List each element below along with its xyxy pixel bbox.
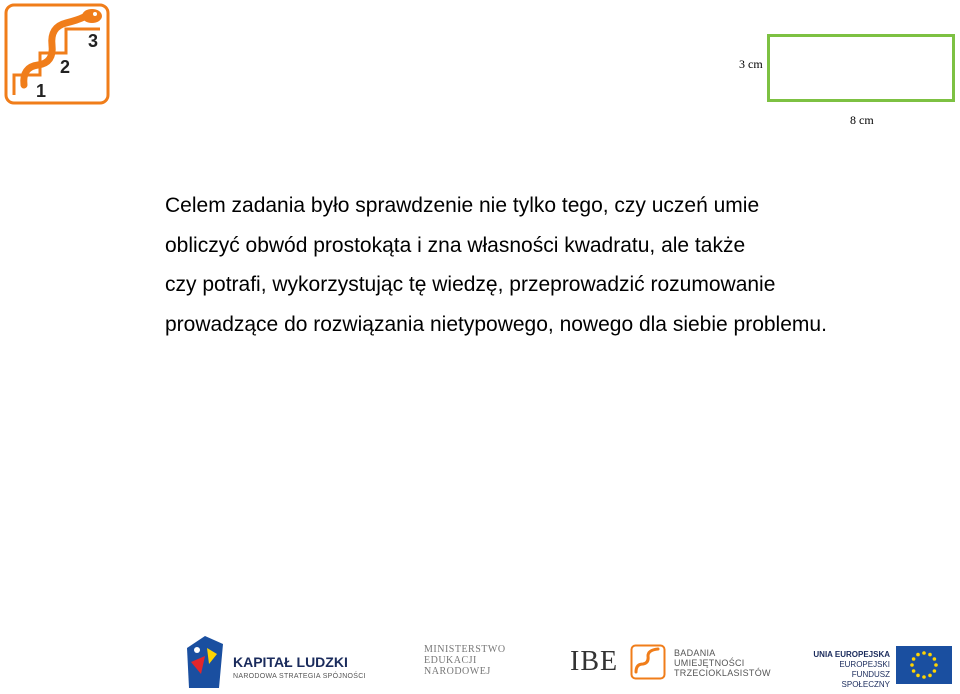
men-line: MINISTERSTWO <box>424 644 506 655</box>
eu-line: UNIA EUROPEJSKA <box>813 650 890 659</box>
text-line: obliczyć obwód prostokąta i zna własności kwadratu, ale także <box>165 233 746 257</box>
ibe-line: UMIEJĘTNOŚCI <box>674 658 745 668</box>
text-line: prowadzące do rozwiązania nietypowego, nowego dla siebie problemu. <box>165 312 827 336</box>
rectangle-height-label: 3 cm <box>739 57 763 71</box>
logo-number-1: 1 <box>36 81 47 101</box>
ibe-mark: IBE <box>570 646 619 677</box>
badania-logo-icon <box>4 3 110 105</box>
ibe-line: BADANIA <box>674 648 716 658</box>
ibe-logo <box>568 630 771 690</box>
badania-small-logo-icon <box>630 644 666 680</box>
eu-line: FUNDUSZ SPOŁECZNY <box>841 670 890 689</box>
eu-line: EUROPEJSKI <box>839 660 890 669</box>
eu-flag-icon <box>896 646 952 684</box>
men-logo <box>420 630 520 690</box>
eu-logo <box>810 630 955 690</box>
text-line: Celem zadania było sprawdzenie nie tylko tego, czy uczeń umie <box>165 194 760 217</box>
ibe-line: TRZECIOKLASISTÓW <box>674 668 771 678</box>
kapital-ludzki-logo <box>183 630 366 690</box>
men-line: NARODOWEJ <box>424 666 491 677</box>
kapital-ludzki-subtitle: NARODOWA STRATEGIA SPÓJNOŚCI <box>233 673 366 680</box>
logo-number-3: 3 <box>88 31 99 51</box>
text-line: czy potrafi, wykorzystując tę wiedzę, przeprowadzić rozumowanie <box>165 273 776 296</box>
kapital-ludzki-emblem-icon <box>183 634 227 690</box>
task-description <box>165 186 955 344</box>
ibe-lines <box>674 648 771 678</box>
rectangle-figure <box>767 34 955 102</box>
logo-number-2: 2 <box>60 57 71 77</box>
kapital-ludzki-title: KAPITAŁ LUDZKI <box>233 654 348 670</box>
rectangle-width-label: 8 cm <box>850 113 874 127</box>
men-line: EDUKACJI <box>424 655 477 666</box>
